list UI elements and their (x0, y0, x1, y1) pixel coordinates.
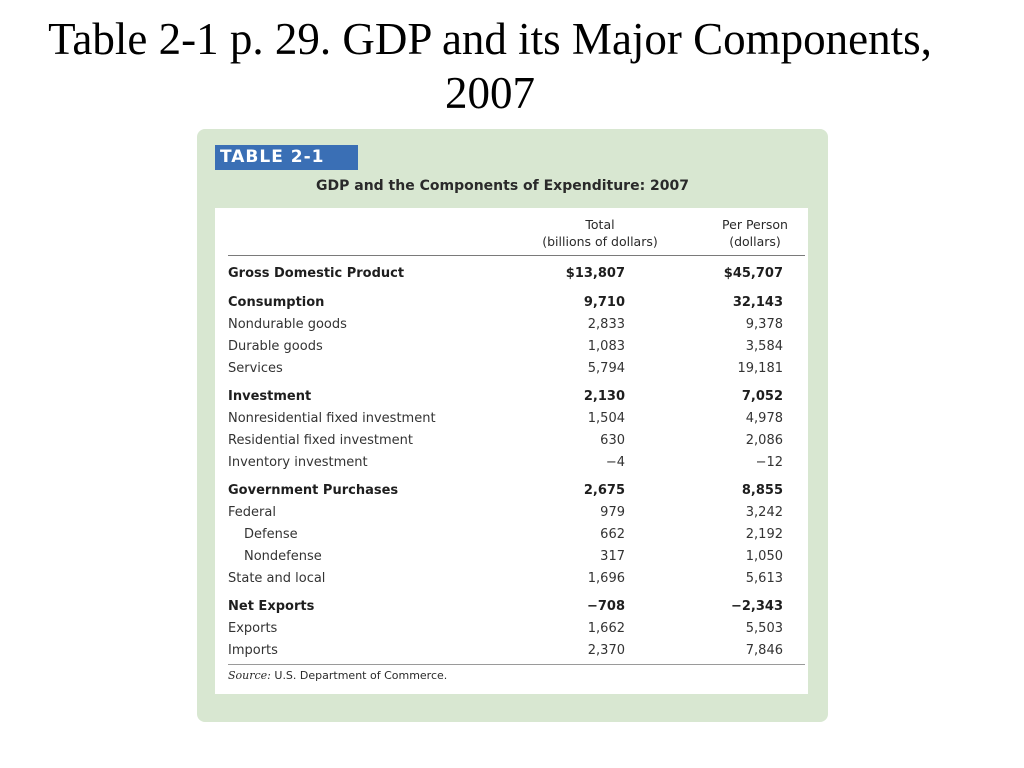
row-label: Imports (228, 643, 278, 658)
row-label: Exports (228, 621, 278, 636)
row-label: Federal (228, 505, 276, 520)
row-label: Inventory investment (228, 455, 368, 470)
table-row (215, 431, 808, 451)
table-panel (197, 129, 828, 722)
table-row (215, 409, 808, 429)
row-total: 662 (600, 527, 625, 542)
row-per-person: 2,086 (745, 433, 783, 448)
table-row (215, 547, 808, 567)
row-label: Services (228, 361, 283, 376)
row-per-person: 7,052 (741, 389, 783, 404)
row-per-person: −12 (755, 455, 783, 470)
table-row-gdp (215, 264, 808, 284)
row-per-person: $45,707 (723, 266, 783, 281)
row-label: Consumption (228, 295, 325, 310)
row-per-person: 5,503 (745, 621, 783, 636)
row-total: 1,662 (587, 621, 625, 636)
table-row-consumption (215, 293, 808, 313)
table-row-investment (215, 387, 808, 407)
row-total: 2,833 (587, 317, 625, 332)
row-total: 9,710 (583, 295, 625, 310)
row-total: 5,794 (587, 361, 625, 376)
table-row (215, 619, 808, 639)
row-per-person: 4,978 (745, 411, 783, 426)
table-label: TABLE 2-1 (215, 145, 358, 170)
slide-title (0, 12, 980, 120)
source-divider (228, 664, 805, 665)
row-per-person: 3,242 (745, 505, 783, 520)
data-table (215, 208, 808, 694)
column-header-per-person (710, 216, 800, 250)
source-label: Source: (228, 669, 271, 682)
table-row (215, 641, 808, 661)
row-label: Net Exports (228, 599, 315, 614)
row-label: Residential fixed investment (228, 433, 414, 448)
row-per-person: 5,613 (745, 571, 783, 586)
row-label: Nonresidential fixed investment (228, 411, 436, 426)
row-total: −4 (605, 455, 625, 470)
source-text: U.S. Department of Commerce. (270, 669, 448, 682)
row-label: Nondefense (244, 549, 322, 564)
row-total: 2,675 (583, 483, 625, 498)
header-divider (228, 255, 805, 256)
table-row (215, 569, 808, 589)
table-row (215, 503, 808, 523)
slide-title-line1: Table 2-1 p. 29. GDP and its Major Components, (48, 14, 932, 64)
row-per-person: 7,846 (745, 643, 783, 658)
table-title: GDP and the Components of Expenditure: 2007 (316, 178, 690, 194)
column-header-per-person-line1: Per Person (722, 217, 788, 232)
row-label: Government Purchases (228, 483, 399, 498)
row-total: 317 (600, 549, 625, 564)
row-label: Investment (228, 389, 312, 404)
row-total: 1,504 (587, 411, 625, 426)
row-label: Defense (244, 527, 298, 542)
row-total: 979 (600, 505, 625, 520)
row-label: State and local (228, 571, 326, 586)
row-label: Nondurable goods (228, 317, 347, 332)
table-row (215, 453, 808, 473)
row-label: Durable goods (228, 339, 323, 354)
row-per-person: 3,584 (745, 339, 783, 354)
row-per-person: 9,378 (745, 317, 783, 332)
row-total: 630 (600, 433, 625, 448)
source-note (228, 669, 447, 682)
row-per-person: 8,855 (741, 483, 783, 498)
column-header-total (520, 216, 680, 250)
row-total: 1,696 (587, 571, 625, 586)
row-total: 1,083 (587, 339, 625, 354)
row-total: $13,807 (565, 266, 625, 281)
table-row (215, 315, 808, 335)
table-row-net-exports (215, 597, 808, 617)
row-total: 2,370 (587, 643, 625, 658)
slide-title-line2: 2007 (445, 68, 535, 118)
table-row-government (215, 481, 808, 501)
column-header-total-line2: (billions of dollars) (542, 234, 658, 249)
row-label: Gross Domestic Product (228, 266, 405, 281)
column-header-total-line1: Total (585, 217, 615, 232)
row-per-person: 2,192 (745, 527, 783, 542)
row-total: 2,130 (583, 389, 625, 404)
row-per-person: 19,181 (737, 361, 783, 376)
row-per-person: −2,343 (730, 599, 783, 614)
table-row (215, 359, 808, 379)
row-per-person: 1,050 (745, 549, 783, 564)
table-row (215, 525, 808, 545)
row-total: −708 (586, 599, 625, 614)
column-header-per-person-line2: (dollars) (729, 234, 781, 249)
row-per-person: 32,143 (732, 295, 783, 310)
table-row (215, 337, 808, 357)
